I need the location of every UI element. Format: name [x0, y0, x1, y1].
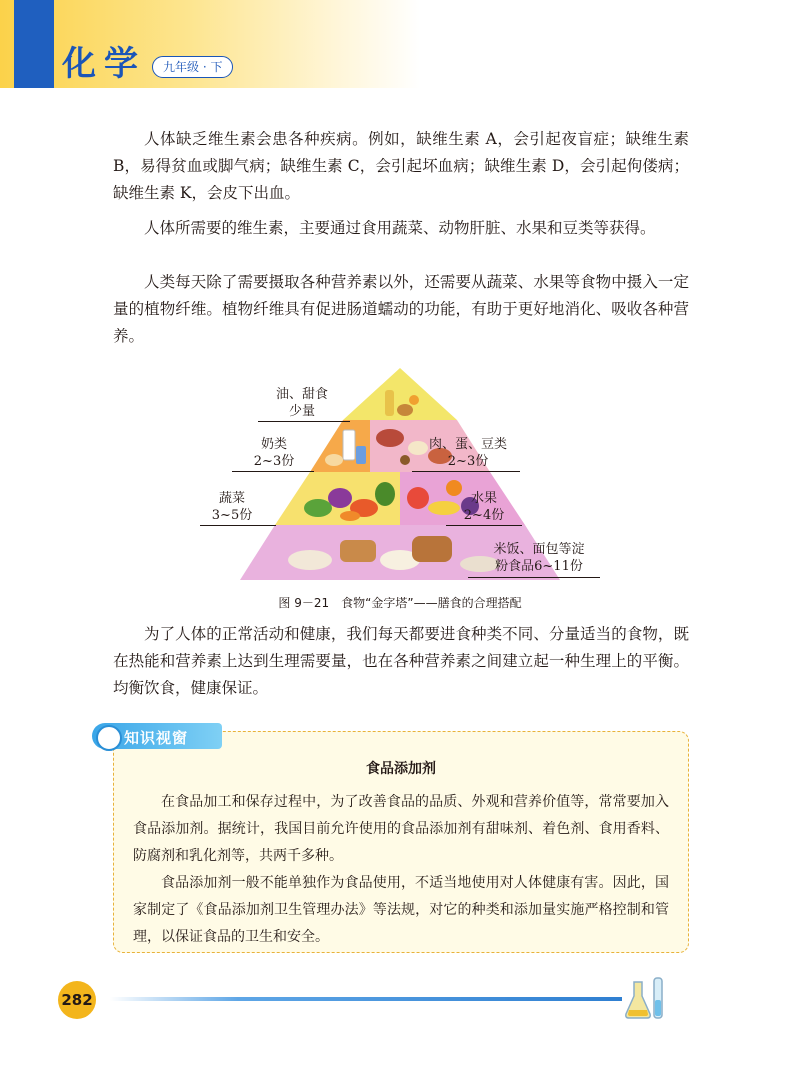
- subject-title: 化学: [62, 44, 146, 84]
- figure-caption: 图 9－21 食物“金字塔”——膳食的合理搭配: [278, 596, 522, 610]
- label-grain-line2: 粉食品6~11份: [495, 559, 583, 574]
- header-accent-bar: [14, 0, 54, 88]
- label-milk-line2: 2~3份: [253, 454, 295, 469]
- label-grain-line1: 米饭、面包等淀: [493, 542, 585, 557]
- label-veg-line1: 蔬菜: [218, 491, 245, 506]
- leader-line-fruit: [446, 525, 522, 526]
- leader-line-meat: [412, 471, 520, 472]
- leader-line-veg: [200, 525, 276, 526]
- label-oil-line2: 少量: [288, 404, 315, 419]
- label-fruit-line2: 2~4份: [463, 508, 505, 523]
- leader-line-oil: [258, 421, 350, 422]
- label-oil-line1: 油、甜食: [275, 387, 328, 402]
- knowledge-window-tab-label: 知识视窗: [124, 729, 189, 747]
- knowledge-box-title: 食品添加剂: [366, 761, 436, 777]
- body-paragraph-vitamin-deficiency: 人体缺乏维生素会患各种疾病。例如，缺维生素 A，会引起夜盲症；缺维生素 B，易得贫血或脚气病；缺维生素 C，会引起坏血病；缺维生素 D，会引起佝偻病；缺维生素 K，会皮下出血。: [113, 130, 689, 202]
- knowledge-paragraph-1: 在食品加工和保存过程中，为了改善食品的品质、外观和营养价值等，常常要加入食品添加剂。据统计，我国目前允许使用的食品添加剂有甜味剂、着色剂、食用香料、防腐剂和乳化剂等，共两千多种。: [133, 794, 669, 864]
- grade-badge: 九年级 · 下: [152, 56, 233, 78]
- flask-icon: [620, 974, 670, 1022]
- label-meat-line1: 肉、蛋、豆类: [428, 437, 507, 452]
- page-number: 282: [58, 981, 96, 1019]
- leader-line-grain: [468, 577, 600, 578]
- label-milk-line1: 奶类: [260, 437, 287, 452]
- leader-line-milk: [232, 471, 314, 472]
- body-paragraph-fiber: 人类每天除了需要摄取各种营养素以外，还需要从蔬菜、水果等食物中摄入一定量的植物纤维。植物纤维具有促进肠道蠕动的功能，有助于更好地消化、吸收各种营养。: [113, 273, 689, 345]
- label-meat-line2: 2~3份: [447, 454, 489, 469]
- label-veg-line2: 3~5份: [211, 508, 253, 523]
- chat-bubble-icon: [96, 725, 122, 751]
- body-paragraph-balanced-diet: 为了人体的正常活动和健康，我们每天都要进食种类不同、分量适当的食物，既在热能和营养素上达到生理需要量，也在各种营养素之间建立起一种生理上的平衡。均衡饮食，健康保证。: [113, 625, 689, 697]
- body-paragraph-vitamin-sources: 人体所需要的维生素，主要通过食用蔬菜、动物肝脏、水果和豆类等获得。: [144, 219, 656, 237]
- label-fruit-line1: 水果: [470, 491, 497, 506]
- footer-rule: [110, 997, 622, 1001]
- knowledge-paragraph-2: 食品添加剂一般不能单独作为食品使用，不适当地使用对人体健康有害。因此，国家制定了《食品添加剂卫生管理办法》等法规，对它的种类和添加量实施严格控制和管理，以保证食品的卫生和安全。: [133, 875, 669, 945]
